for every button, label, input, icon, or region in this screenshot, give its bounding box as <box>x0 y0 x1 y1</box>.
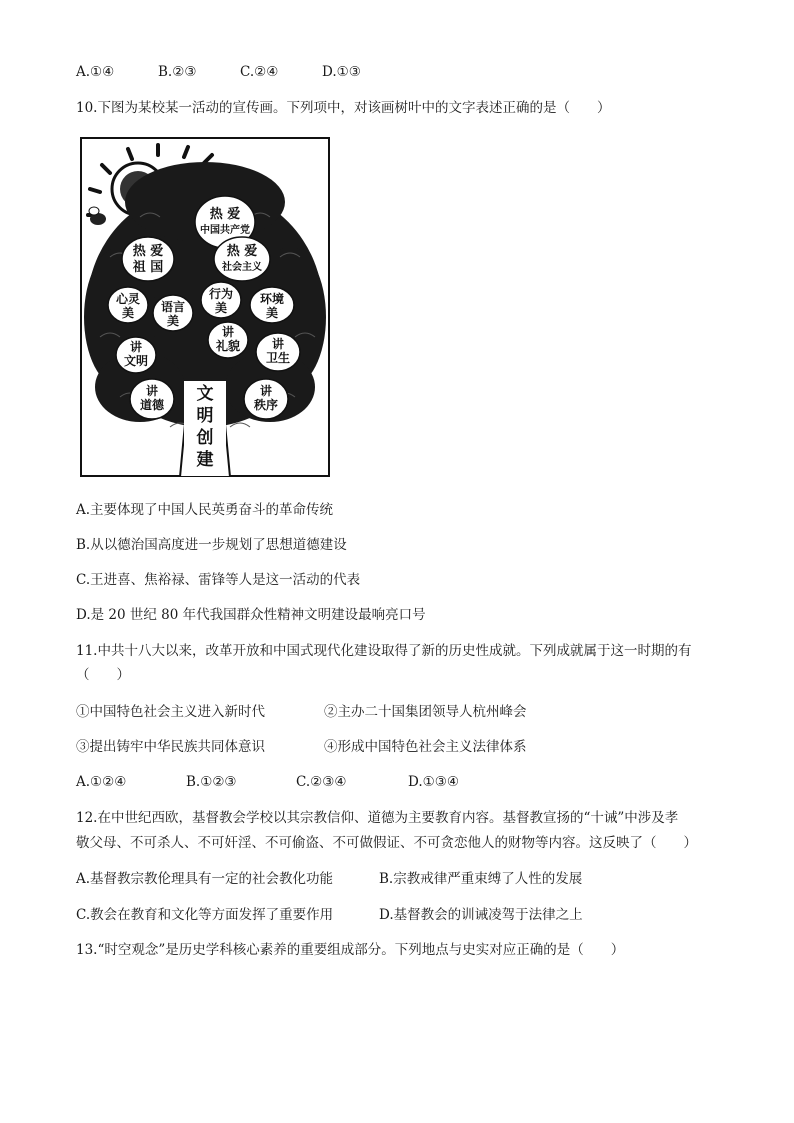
leaf-soul-beauty-l2: 美 <box>121 306 135 320</box>
trunk-char-1: 文 <box>196 384 214 404</box>
q9-option-b[interactable]: B.②③ <box>158 64 197 80</box>
leaf-conduct-beauty-l1: 行为 <box>208 287 234 301</box>
q10-poster-figure <box>80 137 330 477</box>
q11-option-c[interactable]: C.②③④ <box>296 774 347 790</box>
leaf-civility-l1: 讲 <box>129 340 143 354</box>
leaf-courtesy-l1: 讲 <box>221 325 235 339</box>
q12-option-c[interactable]: C.教会在教育和文化等方面发挥了重要作用 <box>76 907 334 923</box>
q10-option-b[interactable]: B.从以德治国高度进一步规划了思想道德建设 <box>76 537 347 553</box>
leaf-morality-l1: 讲 <box>145 384 159 398</box>
q12-stem-line2: 敬父母、不可杀人、不可奸淫、不可偷盗、不可做假证、不可贪恋他人的财物等内容。这反映了（ ） <box>76 835 697 851</box>
leaf-love-country-l1: 热 爱 <box>132 244 164 259</box>
q12-options-row2 <box>76 905 716 925</box>
q11-item-4: ④形成中国特色社会主义法律体系 <box>324 739 527 755</box>
q10-option-c[interactable]: C.王进喜、焦裕禄、雷锋等人是这一活动的代表 <box>76 572 361 588</box>
trunk-char-4: 建 <box>196 450 214 470</box>
q11-stem-line2: （ ） <box>76 667 130 683</box>
q11-item-2: ②主办二十国集团领导人杭州峰会 <box>324 704 527 720</box>
trunk-char-3: 创 <box>196 428 214 448</box>
q11-option-a[interactable]: A.①②④ <box>76 774 127 790</box>
q12-option-a[interactable]: A.基督教宗教伦理具有一定的社会教化功能 <box>76 871 334 887</box>
leaf-morality-l2: 道德 <box>139 398 165 412</box>
q12-option-d[interactable]: D.基督教会的训诫凌驾于法律之上 <box>379 907 583 923</box>
q9-option-a[interactable]: A.①④ <box>76 64 115 80</box>
q11-items-row2 <box>76 737 716 757</box>
q11-item-1: ①中国特色社会主义进入新时代 <box>76 704 265 720</box>
q11-item-3: ③提出铸牢中华民族共同体意识 <box>76 739 265 755</box>
leaf-hygiene-l2: 卫生 <box>265 351 291 365</box>
q12-option-b[interactable]: B.宗教戒律严重束缚了人性的发展 <box>379 871 583 887</box>
civilization-tree-illustration <box>80 137 330 477</box>
leaf-love-party-l2: 中国共产党 <box>200 225 250 236</box>
q11-items-row1 <box>76 702 716 722</box>
leaf-conduct-beauty-l2: 美 <box>214 301 228 315</box>
leaf-soul-beauty-l1: 心灵 <box>115 292 141 306</box>
leaf-environment-beauty-l1: 环境 <box>259 292 285 306</box>
q11-options <box>76 772 716 792</box>
q12-stem-line1: 12.在中世纪西欧，基督教会学校以其宗教信仰、道德为主要教育内容。基督教宣扬的“十诫”中涉及孝 <box>76 810 679 826</box>
q11-option-b[interactable]: B.①②③ <box>186 774 237 790</box>
trunk-char-2: 明 <box>196 406 214 426</box>
q10-option-d[interactable]: D.是 20 世纪 80 年代我国群众性精神文明建设最响亮口号 <box>76 607 426 623</box>
leaf-love-socialism-l2: 社会主义 <box>222 262 262 273</box>
q13-stem: 13.“时空观念”是历史学科核心素养的重要组成部分。下列地点与史实对应正确的是（ ） <box>76 942 625 958</box>
leaf-speech-beauty-l1: 语言 <box>160 300 186 314</box>
leaf-love-country-l2: 祖 国 <box>132 260 164 275</box>
leaf-hygiene-l1: 讲 <box>271 337 285 351</box>
leaf-love-party-l1: 热 爱 <box>209 207 241 222</box>
q9-options <box>76 62 716 82</box>
q10-stem: 10.下图为某校某一活动的宣传画。下列项中，对该画树叶中的文字表述正确的是（ ） <box>76 100 611 116</box>
q10-option-a[interactable]: A.主要体现了中国人民英勇奋斗的革命传统 <box>76 502 334 518</box>
leaf-order-l1: 讲 <box>259 384 273 398</box>
leaf-environment-beauty-l2: 美 <box>265 306 279 320</box>
leaf-civility-l2: 文明 <box>123 354 149 368</box>
q9-option-c[interactable]: C.②④ <box>240 64 279 80</box>
leaf-speech-beauty-l2: 美 <box>166 314 180 328</box>
q12-options-row1 <box>76 869 716 889</box>
leaf-courtesy-l2: 礼貌 <box>215 339 241 353</box>
leaf-love-socialism-l1: 热 爱 <box>226 244 258 259</box>
leaf-order-l2: 秩序 <box>253 398 279 412</box>
q11-option-d[interactable]: D.①③④ <box>408 774 459 790</box>
q9-option-d[interactable]: D.①③ <box>322 64 361 80</box>
q11-stem-line1: 11.中共十八大以来，改革开放和中国式现代化建设取得了新的历史性成就。下列成就属于这一时期的有 <box>76 643 692 659</box>
